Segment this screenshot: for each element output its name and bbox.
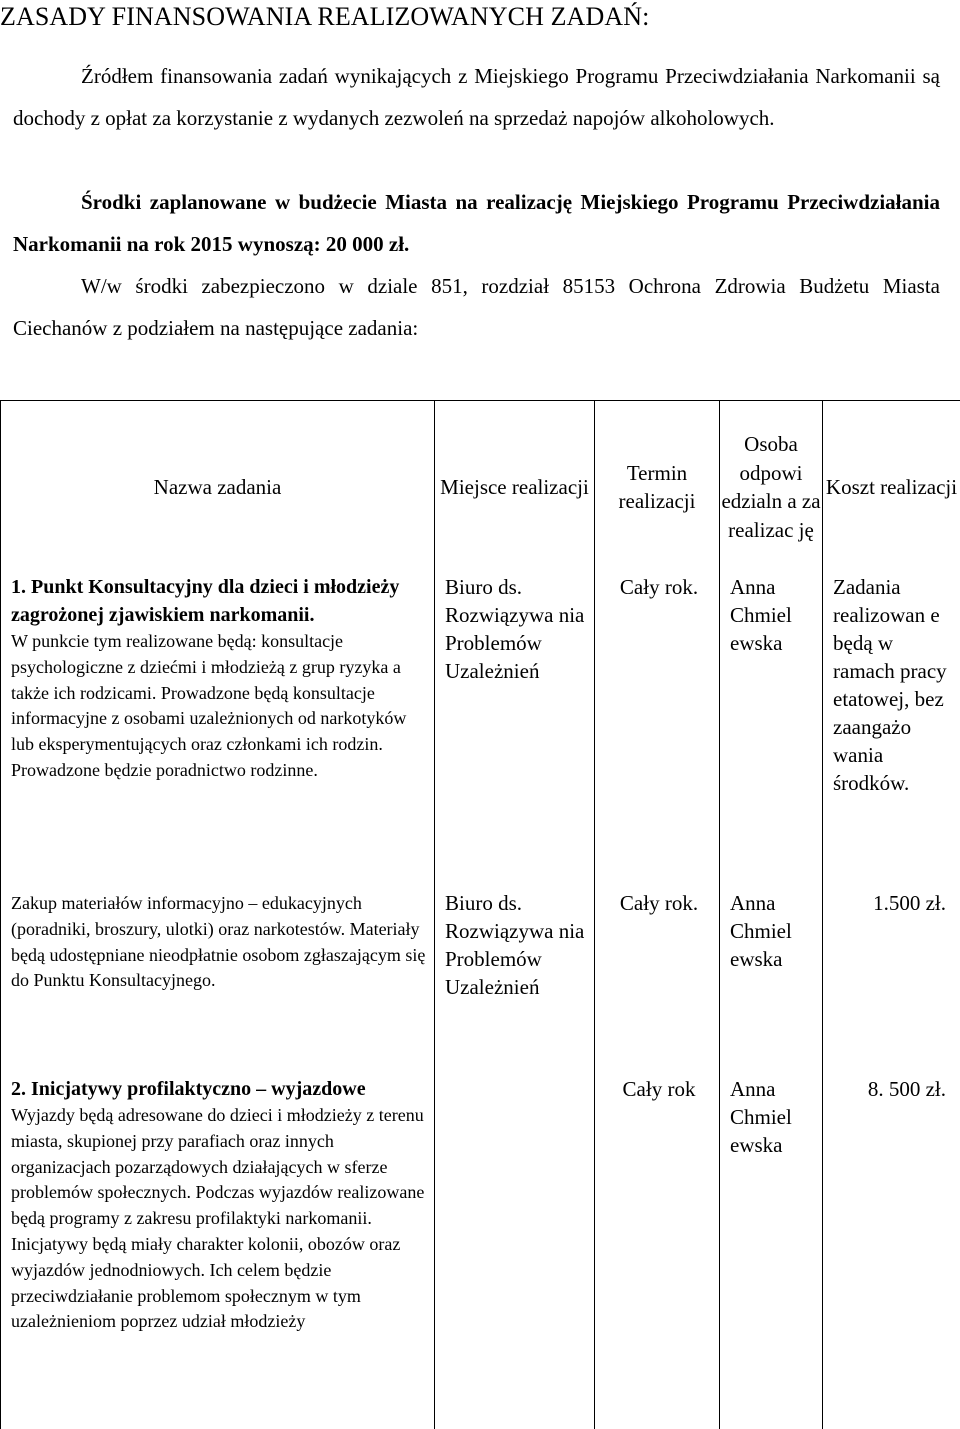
table-header-row (1, 401, 960, 574)
place-cell: Biuro ds. Rozwiązywa nia Problemów Uzależnień (435, 883, 595, 1069)
term-cell: Cały rok (595, 1069, 720, 1429)
cost-cell: 1.500 zł. (823, 883, 960, 1069)
term-cell: Cały rok. (595, 883, 720, 1069)
person-cell: Anna Chmiel ewska (720, 883, 823, 1069)
cost-cell: 8. 500 zł. (823, 1069, 960, 1429)
header-cost: Koszt realizacji (823, 401, 960, 574)
table-row (1, 573, 960, 883)
task-description: W punkcie tym realizowane będą: konsultacje psychologiczne z dziećmi i młodzieżą z grup ryzyka a także ich rodzicami. Prowadzone będą konsultacje informacyjne z osobami uzależnionych od narkotyków lub eksperymentujących oraz członkami ich rodzin. Prowadzone będzie poradnictwo rodzinne. (11, 629, 428, 784)
task-description: Wyjazdy będą adresowane do dzieci i młodzieży z terenu miasta, skupionej przy parafiach oraz innych organizacjach pozarządowych działających w sferze problemów społecznych. Podczas wyjazdów realizowane będą programy z zakresu profilaktyki narkomanii. Inicjatywy będą miały charakter kolonii, obozów oraz wyjazdów jednodniowych. Ich celem będzie przeciwdziałanie problemom społecznym w tym uzależnieniom poprzez udział młodzieży (11, 1103, 428, 1335)
task-name-cell (1, 1069, 435, 1429)
task-name-cell (1, 573, 435, 883)
table-row (1, 883, 960, 1069)
section-heading: ZASADY FINANSOWANIA REALIZOWANYCH ZADAŃ: (0, 2, 649, 32)
tasks-table (0, 400, 960, 1429)
budget-amount-paragraph: Środki zaplanowane w budżecie Miasta na realizację Miejskiego Programu Przeciwdziałania Narkomanii na rok 2015 wynoszą: 20 000 zł. (13, 182, 940, 265)
budget-allocation-paragraph: W/w środki zabezpieczono w dziale 851, rozdział 85153 Ochrona Zdrowia Budżetu Miasta Ciechanów z podziałem na następujące zadania: (13, 266, 940, 349)
cost-cell: Zadania realizowan e będą w ramach pracy etatowej, bez zaangażo wania środków. (823, 573, 960, 883)
table-row (1, 1069, 960, 1429)
financing-source-paragraph: Źródłem finansowania zadań wynikających z Miejskiego Programu Przeciwdziałania Narkomanii są dochody z opłat za korzystanie z wydanych zezwoleń na sprzedaż napojów alkoholowych. (13, 56, 940, 139)
header-place: Miejsce realizacji (435, 401, 595, 574)
header-term: Termin realizacji (595, 401, 720, 574)
header-task-name: Nazwa zadania (1, 401, 435, 574)
person-cell: Anna Chmiel ewska (720, 1069, 823, 1429)
header-responsible-person: Osoba odpowi edzialn a za realizac ję (720, 401, 823, 574)
task-title: 1. Punkt Konsultacyjny dla dzieci i młodzieży zagrożonej zjawiskiem narkomanii. (11, 573, 428, 629)
task-description: Zakup materiałów informacyjno – edukacyjnych (poradniki, broszury, ulotki) oraz narkotestów. Materiały będą udostępniane nieodpłatnie osobom zgłaszającym się do Punktu Konsultacyjnego. (11, 891, 428, 994)
task-title: 2. Inicjatywy profilaktyczno – wyjazdowe (11, 1075, 428, 1103)
place-cell (435, 1069, 595, 1429)
task-name-cell (1, 883, 435, 1069)
person-cell: Anna Chmiel ewska (720, 573, 823, 883)
place-cell: Biuro ds. Rozwiązywa nia Problemów Uzależnień (435, 573, 595, 883)
term-cell: Cały rok. (595, 573, 720, 883)
